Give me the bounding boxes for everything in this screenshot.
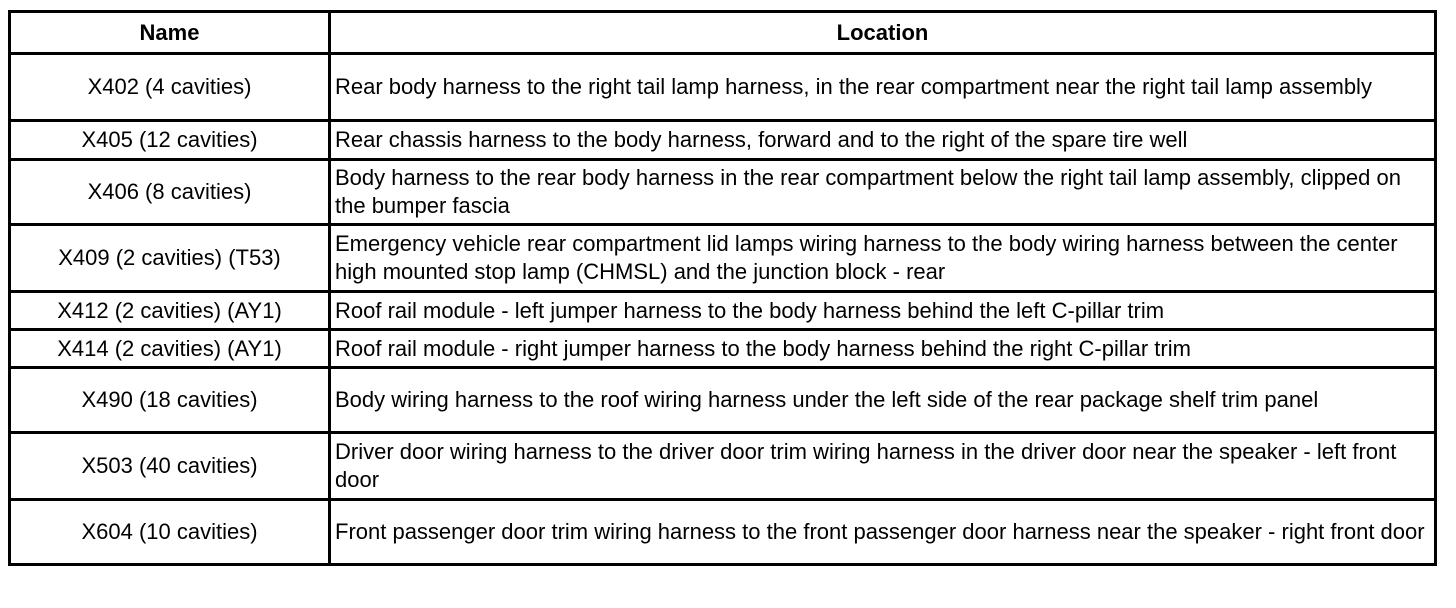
table-row (10, 54, 1436, 121)
connector-location-cell: Rear body harness to the right tail lamp harness, in the rear compartment near the right tail lamp assembly (330, 54, 1436, 121)
connector-name-cell: X490 (18 cavities) (10, 368, 330, 433)
connector-location-cell: Front passenger door trim wiring harness to the front passenger door harness near the speaker - right front door (330, 500, 1436, 565)
connector-location-cell: Roof rail module - left jumper harness to the body harness behind the left C-pillar trim (330, 292, 1436, 330)
header-location: Location (330, 12, 1436, 54)
table-header-row (10, 12, 1436, 54)
connector-location-cell: Emergency vehicle rear compartment lid lamps wiring harness to the body wiring harness between the center high mounted stop lamp (CHMSL) and the junction block - rear (330, 225, 1436, 292)
connector-location-cell: Body harness to the rear body harness in the rear compartment below the right tail lamp assembly, clipped on the bumper fascia (330, 160, 1436, 225)
connector-name-cell: X412 (2 cavities) (AY1) (10, 292, 330, 330)
header-name: Name (10, 12, 330, 54)
table-row (10, 433, 1436, 500)
table-row (10, 292, 1436, 330)
connector-table-page (8, 10, 1434, 566)
connector-name-cell: X409 (2 cavities) (T53) (10, 225, 330, 292)
connector-name-cell: X406 (8 cavities) (10, 160, 330, 225)
connector-name-cell: X503 (40 cavities) (10, 433, 330, 500)
connector-location-cell: Roof rail module - right jumper harness to the body harness behind the right C-pillar trim (330, 330, 1436, 368)
table-row (10, 225, 1436, 292)
connector-location-table (8, 10, 1437, 566)
connector-name-cell: X402 (4 cavities) (10, 54, 330, 121)
table-row (10, 500, 1436, 565)
table-row (10, 368, 1436, 433)
table-row (10, 121, 1436, 160)
table-row (10, 160, 1436, 225)
connector-location-cell: Body wiring harness to the roof wiring harness under the left side of the rear package shelf trim panel (330, 368, 1436, 433)
table-row (10, 330, 1436, 368)
connector-name-cell: X405 (12 cavities) (10, 121, 330, 160)
connector-location-cell: Rear chassis harness to the body harness, forward and to the right of the spare tire well (330, 121, 1436, 160)
connector-location-cell: Driver door wiring harness to the driver door trim wiring harness in the driver door near the speaker - left front door (330, 433, 1436, 500)
connector-name-cell: X414 (2 cavities) (AY1) (10, 330, 330, 368)
connector-name-cell: X604 (10 cavities) (10, 500, 330, 565)
